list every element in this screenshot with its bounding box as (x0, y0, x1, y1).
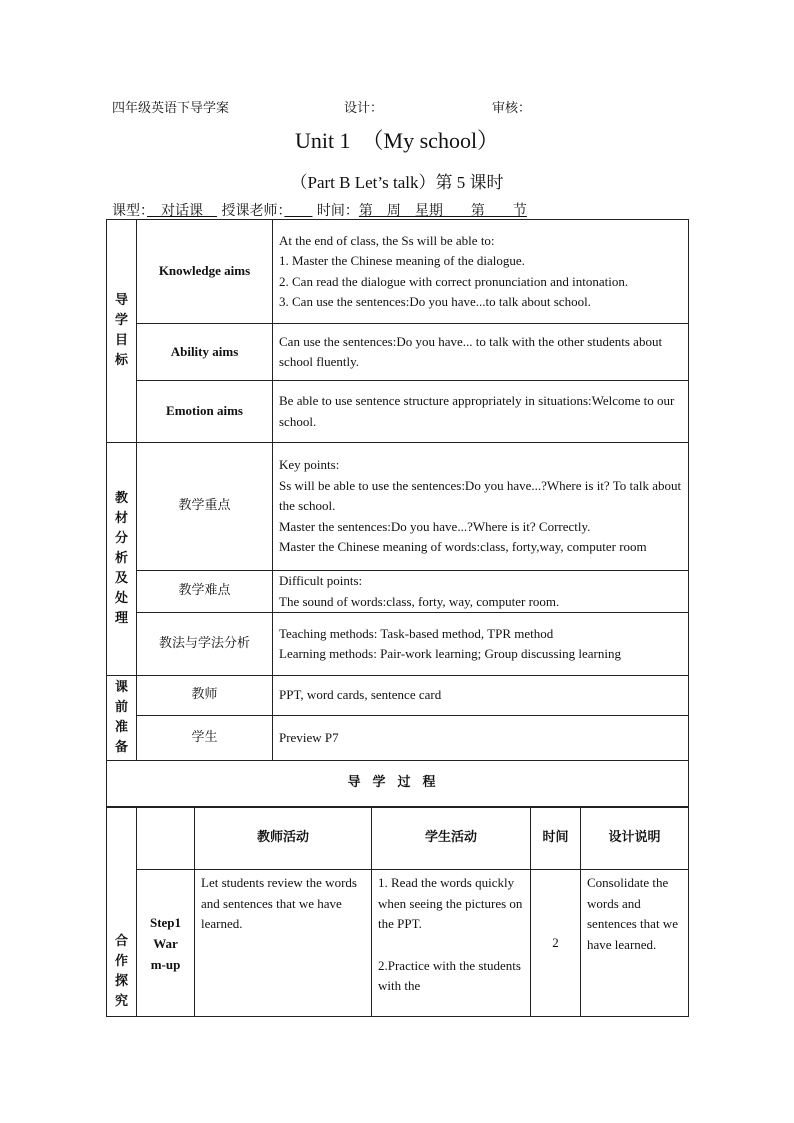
difficult-points-row (107, 571, 689, 613)
time-label: 时间： (316, 203, 359, 219)
step1-teacher-activity: Let students review the words and sentences that we have learned. (195, 870, 372, 1017)
prep-section-label: 课 前 准 备 (107, 676, 137, 761)
step1-design-note: Consolidate the words and sentences that we have learned. (581, 870, 689, 1017)
col-design-notes: 设计说明 (581, 808, 689, 870)
teacher-prep-label: 教师 (137, 676, 273, 716)
teacher-prep-text: PPT, word cards, sentence card (273, 676, 689, 716)
step1-time: 2 (531, 870, 581, 1017)
doc-header-title: 四年级英语下导学案 (112, 101, 230, 116)
methods-text: Teaching methods: Task-based method, TPR method Learning methods: Pair-work learning; Group discussing learning (273, 613, 689, 676)
process-banner: 导学过程 (107, 761, 689, 807)
col-student-activity: 学生活动 (372, 808, 531, 870)
analysis-section-label: 教 材 分 析 及 处 理 (107, 443, 137, 676)
key-points-row (107, 443, 689, 571)
student-prep-label: 学生 (137, 716, 273, 761)
student-prep-text: Preview P7 (273, 716, 689, 761)
explore-section-label: 合 作 探 究 (107, 808, 137, 1017)
process-header-row (107, 808, 689, 870)
difficult-points-label: 教学难点 (137, 571, 273, 613)
key-points-label: 教学重点 (137, 443, 273, 571)
design-label: 设计： (344, 101, 384, 116)
col-teacher-activity: 教师活动 (195, 808, 372, 870)
knowledge-aims-text: At the end of class, the Ss will be able to: 1. Master the Chinese meaning of the dialogue. 2. Can read the dialogue with correct pronunciation and intonation. 3. Can use the sentences:Do you have...to talk about school. (273, 220, 689, 324)
difficult-points-text: Difficult points: The sound of words:class, forty, way, computer room. (273, 571, 689, 613)
lesson-plan-table (106, 219, 689, 807)
methods-label: 教法与学法分析 (137, 613, 273, 676)
emotion-aims-label: Emotion aims (137, 381, 273, 443)
col-time: 时间 (531, 808, 581, 870)
methods-row (107, 613, 689, 676)
ability-aims-row (107, 324, 689, 381)
step-header-empty (137, 808, 195, 870)
step1-row (107, 870, 689, 1017)
step1-label: Step1 War m-up (137, 870, 195, 1017)
process-table (106, 807, 689, 1017)
ability-aims-label: Ability aims (137, 324, 273, 381)
key-points-text: Key points: Ss will be able to use the sentences:Do you have...?Where is it? To talk about the school. Master the sentences:Do you have...?Where is it? Correctly. Master the Chinese meaning of words:class, forty,way, computer room (273, 443, 689, 571)
student-prep-row (107, 716, 689, 761)
time-value: 第 周 星期 第 节 (358, 203, 527, 219)
emotion-aims-row (107, 381, 689, 443)
emotion-aims-text: Be able to use sentence structure appropriately in situations:Welcome to our school. (273, 381, 689, 443)
type-value: 对话课 (147, 203, 217, 219)
knowledge-aims-row (107, 220, 689, 324)
page-title: Unit 1 （My school） (294, 128, 500, 153)
step1-student-activity: 1. Read the words quickly when seeing the pictures on the PPT. 2.Practice with the students with the (372, 870, 531, 1017)
process-banner-row (107, 761, 689, 807)
page-subtitle: （Part B Let’s talk）第 5 课时 (290, 173, 504, 192)
aims-section-label: 导 学 目 标 (107, 220, 137, 443)
lesson-meta (112, 200, 527, 220)
knowledge-aims-label: Knowledge aims (137, 220, 273, 324)
teacher-prep-row (107, 676, 689, 716)
ability-aims-text: Can use the sentences:Do you have... to talk with the other students about school fluently. (273, 324, 689, 381)
review-label: 审核： (492, 101, 532, 116)
teacher-value (284, 203, 312, 219)
type-label: 课型： (112, 203, 147, 219)
teacher-label: 授课老师： (221, 203, 285, 219)
